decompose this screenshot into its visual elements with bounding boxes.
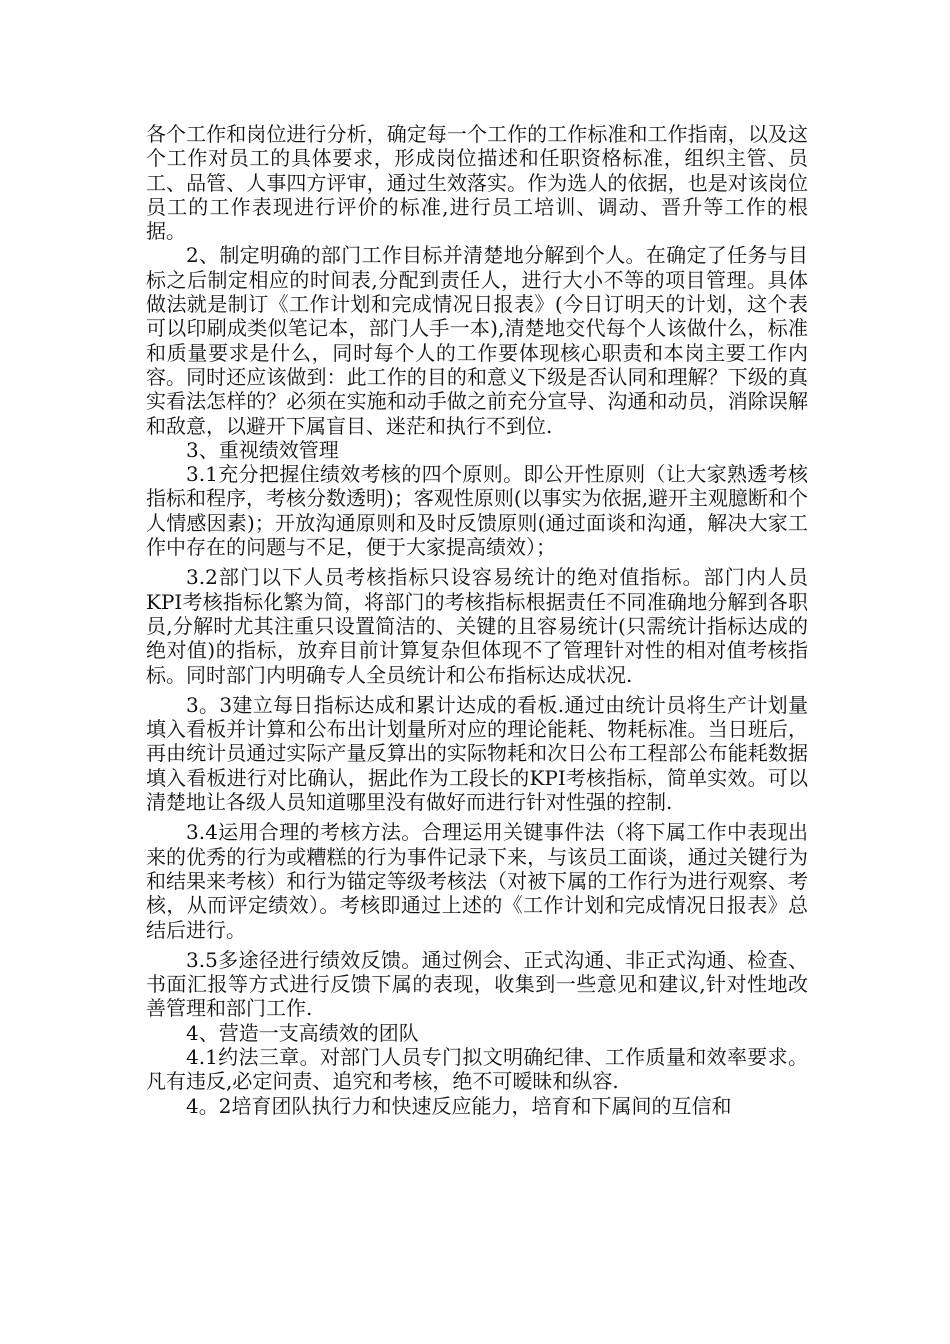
paragraph-3-4: 3.4运用合理的考核方法。合理运用关键事件法（将下属工作中表现出来的优秀的行为或糟糕的行为事件记录下来，与该员工面谈，通过关键行为和结果来考核）和行为锚定等级考核法（对被下属的工作行为进行观察、考核，从而评定绩效）。考核即通过上述的《工作计划和完成情况日报表》总结后进行。 (146, 820, 808, 942)
paragraph-3-5: 3.5多途径进行绩效反馈。通过例会、正式沟通、非正式沟通、检查、书面汇报等方式进行反馈下属的表现，收集到一些意见和建议,针对性地改善管理和部门工作. (146, 947, 808, 1021)
paragraph-2-goals: 2、制定明确的部门工作目标并清楚地分解到个人。在确定了任务与目标之后制定相应的时间表,分配到责任人，进行大小不等的项目管理。具体做法就是制订《工作计划和完成情况日报表》(今日订明天的计划，这个表可以印刷成类似笔记本，部门人手一本),清楚地交代每个人该做什么，标准和质量要求是什么，同时每个人的工作要体现核心职责和本岗主要工作内容。同时还应该做到：此工作的目的和意义下级是否认同和理解？下级的真实看法怎样的？必须在实施和动手做之前充分宣导、沟通和动员，消除误解和敌意，以避开下属盲目、迷茫和执行不到位. (146, 243, 808, 438)
paragraph-4-2: 4。2培育团队执行力和快速反应能力，培育和下属间的互信和 (186, 1093, 732, 1118)
heading-3-performance: 3、重视绩效管理 (186, 437, 339, 462)
heading-4-team: 4、营造一支高绩效的团队 (186, 1020, 419, 1045)
paragraph-intro: 各个工作和岗位进行分析，确定每一个工作的工作标准和工作指南，以及这个工作对员工的具体要求，形成岗位描述和任职资格标准，组织主管、员工、品管、人事四方评审，通过生效落实。作为选人的依据，也是对该岗位员工的工作表现进行评价的标准,进行员工培训、调动、晋升等工作的根据。 (146, 122, 808, 244)
paragraph-3-1: 3.1充分把握住绩效考核的四个原则。即公开性原则（让大家熟透考核指标和程序，考核分数透明)；客观性原则(以事实为依据,避开主观臆断和个人情感因素)；开放沟通原则和及时反馈原则(通过面谈和沟通，解决大家工作中存在的问题与不足，便于大家提高绩效）； (146, 462, 808, 560)
paragraph-3-3: 3。3建立每日指标达成和累计达成的看板.通过由统计员将生产计划量填入看板并计算和公布出计划量所对应的理论能耗、物耗标准。当日班后，再由统计员通过实际产量反算出的实际物耗和次日公布工程部公布能耗数据填入看板进行对比确认，据此作为工段长的KPI考核指标，简单实效。可以清楚地让各级人员知道哪里没有做好而进行针对性强的控制. (146, 692, 808, 815)
paragraph-4-1: 4.1约法三章。对部门人员专门拟文明确纪律、工作质量和效率要求。凡有违反,必定问责、追究和考核，绝不可暧昧和纵容. (146, 1044, 808, 1094)
document-body (146, 122, 808, 1118)
paragraph-3-2: 3.2部门以下人员考核指标只设容易统计的绝对值指标。部门内人员KPI考核指标化繁为简，将部门的考核指标根据责任不同准确地分解到各职员,分解时尤其注重只设置简洁的、关键的且容易统计(只需统计指标达成的绝对值)的指标，放弃目前计算复杂但体现不了管理针对性的相对值考核指标。同时部门内明确专人全员统计和公布指标达成状况. (146, 565, 808, 687)
